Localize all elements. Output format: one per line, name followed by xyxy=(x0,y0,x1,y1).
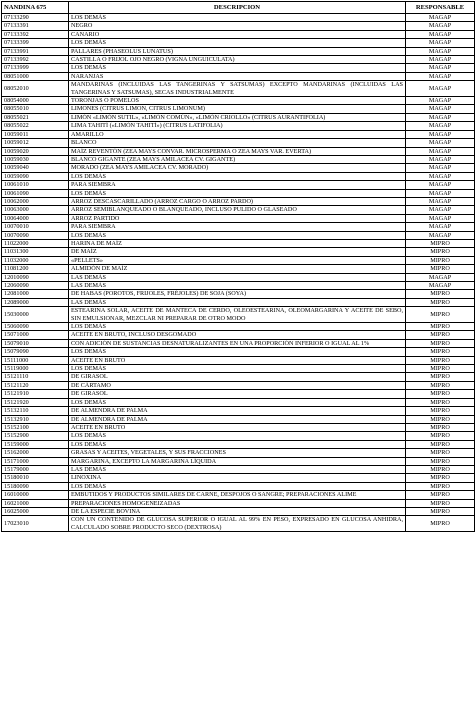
table-row xyxy=(2,113,475,121)
cell-code: 08055010 xyxy=(2,105,69,113)
cell-description: DE ALMENDRA DE PALMA xyxy=(69,415,406,423)
table-row xyxy=(2,265,475,273)
cell-code: 10059011 xyxy=(2,130,69,138)
table-row xyxy=(2,282,475,290)
cell-code: 07133392 xyxy=(2,30,69,38)
table-row xyxy=(2,130,475,138)
header-description: DESCRIPCION xyxy=(69,2,406,14)
table-row xyxy=(2,172,475,180)
table-row xyxy=(2,373,475,381)
cell-code: 15152900 xyxy=(2,432,69,440)
cell-code: 15071000 xyxy=(2,331,69,339)
cell-description: DE MAÍZ xyxy=(69,248,406,256)
table-row xyxy=(2,206,475,214)
cell-code: 12060090 xyxy=(2,282,69,290)
cell-description: LOS DEMÁS xyxy=(69,398,406,406)
table-row xyxy=(2,457,475,465)
tariff-table xyxy=(1,1,475,532)
cell-code: 10063000 xyxy=(2,206,69,214)
table-row xyxy=(2,298,475,306)
cell-code: 08052010 xyxy=(2,81,69,97)
cell-description: «PELLETS» xyxy=(69,256,406,264)
cell-code: 15162000 xyxy=(2,449,69,457)
cell-code: 07133290 xyxy=(2,14,69,22)
cell-description: GRASAS Y ACEITES, VEGETALES, Y SUS FRACCIONES xyxy=(69,449,406,457)
cell-description: ALMIDÓN DE MAÍZ xyxy=(69,265,406,273)
table-row xyxy=(2,181,475,189)
table-row xyxy=(2,339,475,347)
cell-code: 10059020 xyxy=(2,147,69,155)
cell-description: LIMA TAHITÍ («LIMÓN TAHITÍ») (CITRUS LATIFOLIA) xyxy=(69,122,406,130)
cell-description: TORONJAS O POMELOS xyxy=(69,97,406,105)
cell-responsible: MIPRO xyxy=(406,423,475,431)
cell-code: 10061010 xyxy=(2,181,69,189)
table-row xyxy=(2,72,475,80)
cell-code: 10059030 xyxy=(2,155,69,163)
cell-description: MARGARINA, EXCEPTO LA MARGARINA LÍQUIDA xyxy=(69,457,406,465)
cell-description: LOS DEMÁS xyxy=(69,39,406,47)
table-row xyxy=(2,214,475,222)
cell-responsible: MAGAP xyxy=(406,223,475,231)
cell-description: CON UN CONTENIDO DE GLUCOSA SUPERIOR O IGUAL AL 99% EN PESO, EXPRESADO EN GLUCOSA ANHIDRA, CALCULADO SOBRE PRODUCTO SECO (DEXTROSA) xyxy=(69,516,406,532)
cell-code: 15179000 xyxy=(2,465,69,473)
table-row xyxy=(2,365,475,373)
cell-responsible: MIPRO xyxy=(406,474,475,482)
cell-description: PARA SIEMBRA xyxy=(69,223,406,231)
cell-responsible: MIPRO xyxy=(406,248,475,256)
cell-responsible: MIPRO xyxy=(406,407,475,415)
cell-description: NEGRO xyxy=(69,22,406,30)
cell-code: 16025000 xyxy=(2,507,69,515)
cell-responsible: MIPRO xyxy=(406,256,475,264)
cell-description: LOS DEMÁS xyxy=(69,189,406,197)
cell-responsible: MIPRO xyxy=(406,398,475,406)
header-code: NANDINA 675 xyxy=(2,2,69,14)
cell-description: ACEITE EN BRUTO xyxy=(69,356,406,364)
table-row xyxy=(2,155,475,163)
cell-description: NARANJAS xyxy=(69,72,406,80)
cell-description: DE GIRASOL xyxy=(69,390,406,398)
cell-description: LAS DEMÁS xyxy=(69,465,406,473)
cell-description: EMBUTIDOS Y PRODUCTOS SIMILARES DE CARNE, DESPOJOS O SANGRE; PREPARACIONES ALIME xyxy=(69,491,406,499)
cell-description: LOS DEMÁS xyxy=(69,231,406,239)
cell-description: ARROZ DESCASCARILLADO (ARROZ CARGO O ARROZ PARDO) xyxy=(69,197,406,205)
table-row xyxy=(2,223,475,231)
table-row xyxy=(2,39,475,47)
table-row xyxy=(2,164,475,172)
table-row xyxy=(2,231,475,239)
table-row xyxy=(2,390,475,398)
table-row xyxy=(2,398,475,406)
table-row xyxy=(2,474,475,482)
cell-description: LINOXINA xyxy=(69,474,406,482)
table-row xyxy=(2,465,475,473)
cell-responsible: MIPRO xyxy=(406,348,475,356)
cell-responsible: MIPRO xyxy=(406,491,475,499)
table-row xyxy=(2,56,475,64)
cell-responsible: MAGAP xyxy=(406,139,475,147)
cell-responsible: MAGAP xyxy=(406,47,475,55)
cell-responsible: MIPRO xyxy=(406,298,475,306)
cell-responsible: MAGAP xyxy=(406,105,475,113)
cell-code: 11081200 xyxy=(2,265,69,273)
cell-description: LOS DEMÁS xyxy=(69,365,406,373)
cell-code: 15121120 xyxy=(2,381,69,389)
cell-code: 10059012 xyxy=(2,139,69,147)
cell-responsible: MIPRO xyxy=(406,373,475,381)
cell-code: 15159000 xyxy=(2,440,69,448)
cell-description: LIMÓN «LIMÓN SUTIL», «LIMÓN COMÚN», «LIMÓN CRIOLLO» (CITRUS AURANTIFOLIA) xyxy=(69,113,406,121)
cell-code: 08054000 xyxy=(2,97,69,105)
cell-responsible: MAGAP xyxy=(406,14,475,22)
cell-responsible: MAGAP xyxy=(406,39,475,47)
cell-description: PREPARACIONES HOMOGENEIZADAS xyxy=(69,499,406,507)
cell-code: 15079010 xyxy=(2,339,69,347)
cell-description: LOS DEMÁS xyxy=(69,432,406,440)
cell-description: DE HABAS (POROTOS, FRIJOLES, FRÉJOLES) DE SOJA (SOYA) xyxy=(69,290,406,298)
table-row xyxy=(2,423,475,431)
cell-responsible: MAGAP xyxy=(406,164,475,172)
cell-code: 07133991 xyxy=(2,47,69,55)
cell-responsible: MAGAP xyxy=(406,155,475,163)
cell-responsible: MAGAP xyxy=(406,81,475,97)
cell-code: 10064000 xyxy=(2,214,69,222)
cell-description: DE LA ESPECIE BOVINA xyxy=(69,507,406,515)
cell-responsible: MAGAP xyxy=(406,189,475,197)
cell-description: LOS DEMÁS xyxy=(69,172,406,180)
table-row xyxy=(2,356,475,364)
cell-responsible: MAGAP xyxy=(406,273,475,281)
table-row xyxy=(2,64,475,72)
cell-code: 12089000 xyxy=(2,298,69,306)
cell-responsible: MAGAP xyxy=(406,231,475,239)
cell-code: 10059090 xyxy=(2,172,69,180)
cell-responsible: MIPRO xyxy=(406,339,475,347)
cell-responsible: MIPRO xyxy=(406,482,475,490)
cell-description: DE CÁRTAMO xyxy=(69,381,406,389)
cell-description: AMARILLO xyxy=(69,130,406,138)
cell-code: 15121110 xyxy=(2,373,69,381)
cell-code: 16021000 xyxy=(2,499,69,507)
cell-responsible: MAGAP xyxy=(406,22,475,30)
cell-responsible: MIPRO xyxy=(406,449,475,457)
table-row xyxy=(2,256,475,264)
cell-responsible: MAGAP xyxy=(406,97,475,105)
cell-code: 07133999 xyxy=(2,64,69,72)
cell-responsible: MAGAP xyxy=(406,113,475,121)
table-row xyxy=(2,97,475,105)
cell-responsible: MIPRO xyxy=(406,381,475,389)
cell-responsible: MIPRO xyxy=(406,516,475,532)
cell-code: 15030000 xyxy=(2,307,69,323)
cell-code: 15152100 xyxy=(2,423,69,431)
cell-responsible: MAGAP xyxy=(406,64,475,72)
cell-description: MORADO (ZEA MAYS AMILACEA CV. MORADO) xyxy=(69,164,406,172)
cell-responsible: MIPRO xyxy=(406,331,475,339)
cell-description: LOS DEMÁS xyxy=(69,482,406,490)
table-row xyxy=(2,507,475,515)
cell-description: DE ALMENDRA DE PALMA xyxy=(69,407,406,415)
table-row xyxy=(2,47,475,55)
cell-description: LOS DEMÁS xyxy=(69,14,406,22)
cell-code: 07133399 xyxy=(2,39,69,47)
cell-responsible: MAGAP xyxy=(406,214,475,222)
table-row xyxy=(2,449,475,457)
cell-description: ESTEARINA SOLAR, ACEITE DE MANTECA DE CERDO, OLEOESTEARINA, OLEOMARGARINA Y ACEITE DE SEBO, SIN EMULSIONAR, MEZCLAR NI PREPARAR DE OTRO MODO xyxy=(69,307,406,323)
cell-code: 08055022 xyxy=(2,122,69,130)
table-row xyxy=(2,239,475,247)
cell-responsible: MIPRO xyxy=(406,290,475,298)
table-row xyxy=(2,139,475,147)
cell-description: LAS DEMÁS xyxy=(69,273,406,281)
table-row xyxy=(2,14,475,22)
table-row xyxy=(2,331,475,339)
cell-responsible: MIPRO xyxy=(406,465,475,473)
cell-code: 15132110 xyxy=(2,407,69,415)
cell-code: 17023010 xyxy=(2,516,69,532)
table-row xyxy=(2,147,475,155)
cell-description: LOS DEMÁS xyxy=(69,323,406,331)
cell-responsible: MIPRO xyxy=(406,415,475,423)
cell-description: HARINA DE MAÍZ xyxy=(69,239,406,247)
cell-code: 15121910 xyxy=(2,390,69,398)
table-row xyxy=(2,307,475,323)
table-row xyxy=(2,407,475,415)
cell-responsible: MIPRO xyxy=(406,307,475,323)
table-row xyxy=(2,415,475,423)
cell-responsible: MIPRO xyxy=(406,507,475,515)
table-row xyxy=(2,81,475,97)
cell-code: 12010090 xyxy=(2,273,69,281)
table-row xyxy=(2,482,475,490)
table-body xyxy=(2,14,475,532)
cell-responsible: MAGAP xyxy=(406,72,475,80)
cell-responsible: MAGAP xyxy=(406,282,475,290)
cell-responsible: MAGAP xyxy=(406,172,475,180)
cell-responsible: MAGAP xyxy=(406,147,475,155)
cell-description: ARROZ PARTIDO xyxy=(69,214,406,222)
table-row xyxy=(2,30,475,38)
cell-description: MANDARINAS (INCLUIDAS LAS TANGERINAS Y SATSUMAS) EXCEPTO MANDARINAS (INCLUIDAS LAS TANGERINAS Y SATSUMAS), SECAS INDUSTRIALMENTE xyxy=(69,81,406,97)
table-row xyxy=(2,348,475,356)
table-row xyxy=(2,189,475,197)
cell-code: 15180010 xyxy=(2,474,69,482)
cell-code: 15119000 xyxy=(2,365,69,373)
cell-description: ARROZ SEMIBLANQUEADO O BLANQUEADO, INCLUSO PULIDO O GLASEADO xyxy=(69,206,406,214)
cell-responsible: MAGAP xyxy=(406,206,475,214)
cell-description: LOS DEMÁS xyxy=(69,348,406,356)
cell-code: 16010000 xyxy=(2,491,69,499)
table-row xyxy=(2,22,475,30)
table-row xyxy=(2,122,475,130)
cell-code: 10070010 xyxy=(2,223,69,231)
cell-responsible: MAGAP xyxy=(406,181,475,189)
cell-code: 10061090 xyxy=(2,189,69,197)
table-row xyxy=(2,499,475,507)
cell-code: 12081000 xyxy=(2,290,69,298)
cell-code: 15060090 xyxy=(2,323,69,331)
cell-code: 15180090 xyxy=(2,482,69,490)
table-row xyxy=(2,290,475,298)
cell-description: LAS DEMÁS xyxy=(69,282,406,290)
cell-responsible: MIPRO xyxy=(406,499,475,507)
cell-code: 10070090 xyxy=(2,231,69,239)
cell-code: 10062000 xyxy=(2,197,69,205)
cell-code: 15121920 xyxy=(2,398,69,406)
table-row xyxy=(2,432,475,440)
table-row xyxy=(2,516,475,532)
cell-responsible: MAGAP xyxy=(406,130,475,138)
cell-responsible: MAGAP xyxy=(406,122,475,130)
cell-code: 10059040 xyxy=(2,164,69,172)
cell-code: 08051000 xyxy=(2,72,69,80)
cell-description: ACEITE EN BRUTO xyxy=(69,423,406,431)
cell-description: BLANCO xyxy=(69,139,406,147)
cell-description: CON ADICIÓN DE SUSTANCIAS DESNATURALIZANTES EN UNA PROPORCIÓN INFERIOR O IGUAL AL 1% xyxy=(69,339,406,347)
cell-description: LIMONES (CITRUS LIMON, CITRUS LIMONUM) xyxy=(69,105,406,113)
cell-description: ACEITE EN BRUTO, INCLUSO DESGOMADO xyxy=(69,331,406,339)
cell-description: BLANCO GIGANTE (ZEA MAYS AMILACEA CV. GIGANTE) xyxy=(69,155,406,163)
cell-code: 11031300 xyxy=(2,248,69,256)
cell-description: LOS DEMÁS xyxy=(69,440,406,448)
cell-description: PALLARES (PHASEOLUS LUNATUS) xyxy=(69,47,406,55)
cell-description: LOS DEMÁS xyxy=(69,64,406,72)
table-row xyxy=(2,381,475,389)
table-row xyxy=(2,491,475,499)
cell-responsible: MIPRO xyxy=(406,365,475,373)
cell-description: CANARIO xyxy=(69,30,406,38)
cell-code: 11022000 xyxy=(2,239,69,247)
cell-code: 15132910 xyxy=(2,415,69,423)
cell-description: PARA SIEMBRA xyxy=(69,181,406,189)
table-row xyxy=(2,248,475,256)
cell-code: 15111000 xyxy=(2,356,69,364)
header-responsible: RESPONSABLE xyxy=(406,2,475,14)
table-row xyxy=(2,323,475,331)
cell-code: 11032000 xyxy=(2,256,69,264)
table-row xyxy=(2,273,475,281)
table-row xyxy=(2,197,475,205)
cell-description: CASTILLA O FRIJOL OJO NEGRO (VIGNA UNGUICULATA) xyxy=(69,56,406,64)
cell-code: 07133391 xyxy=(2,22,69,30)
table-row xyxy=(2,440,475,448)
cell-responsible: MIPRO xyxy=(406,239,475,247)
cell-responsible: MIPRO xyxy=(406,356,475,364)
cell-responsible: MIPRO xyxy=(406,323,475,331)
cell-responsible: MAGAP xyxy=(406,197,475,205)
cell-responsible: MIPRO xyxy=(406,432,475,440)
cell-responsible: MIPRO xyxy=(406,390,475,398)
cell-description: DE GIRASOL xyxy=(69,373,406,381)
cell-description: LAS DEMÁS xyxy=(69,298,406,306)
cell-code: 15079090 xyxy=(2,348,69,356)
table-row xyxy=(2,105,475,113)
cell-code: 07133992 xyxy=(2,56,69,64)
header-row xyxy=(2,2,475,14)
cell-responsible: MAGAP xyxy=(406,56,475,64)
cell-responsible: MAGAP xyxy=(406,30,475,38)
cell-responsible: MIPRO xyxy=(406,440,475,448)
cell-description: MAÍZ REVENTÓN (ZEA MAYS CONVAR. MICROSPERMA O ZEA MAYS VAR. EVERTA) xyxy=(69,147,406,155)
cell-responsible: MIPRO xyxy=(406,265,475,273)
cell-code: 08055021 xyxy=(2,113,69,121)
cell-code: 15171000 xyxy=(2,457,69,465)
cell-responsible: MIPRO xyxy=(406,457,475,465)
